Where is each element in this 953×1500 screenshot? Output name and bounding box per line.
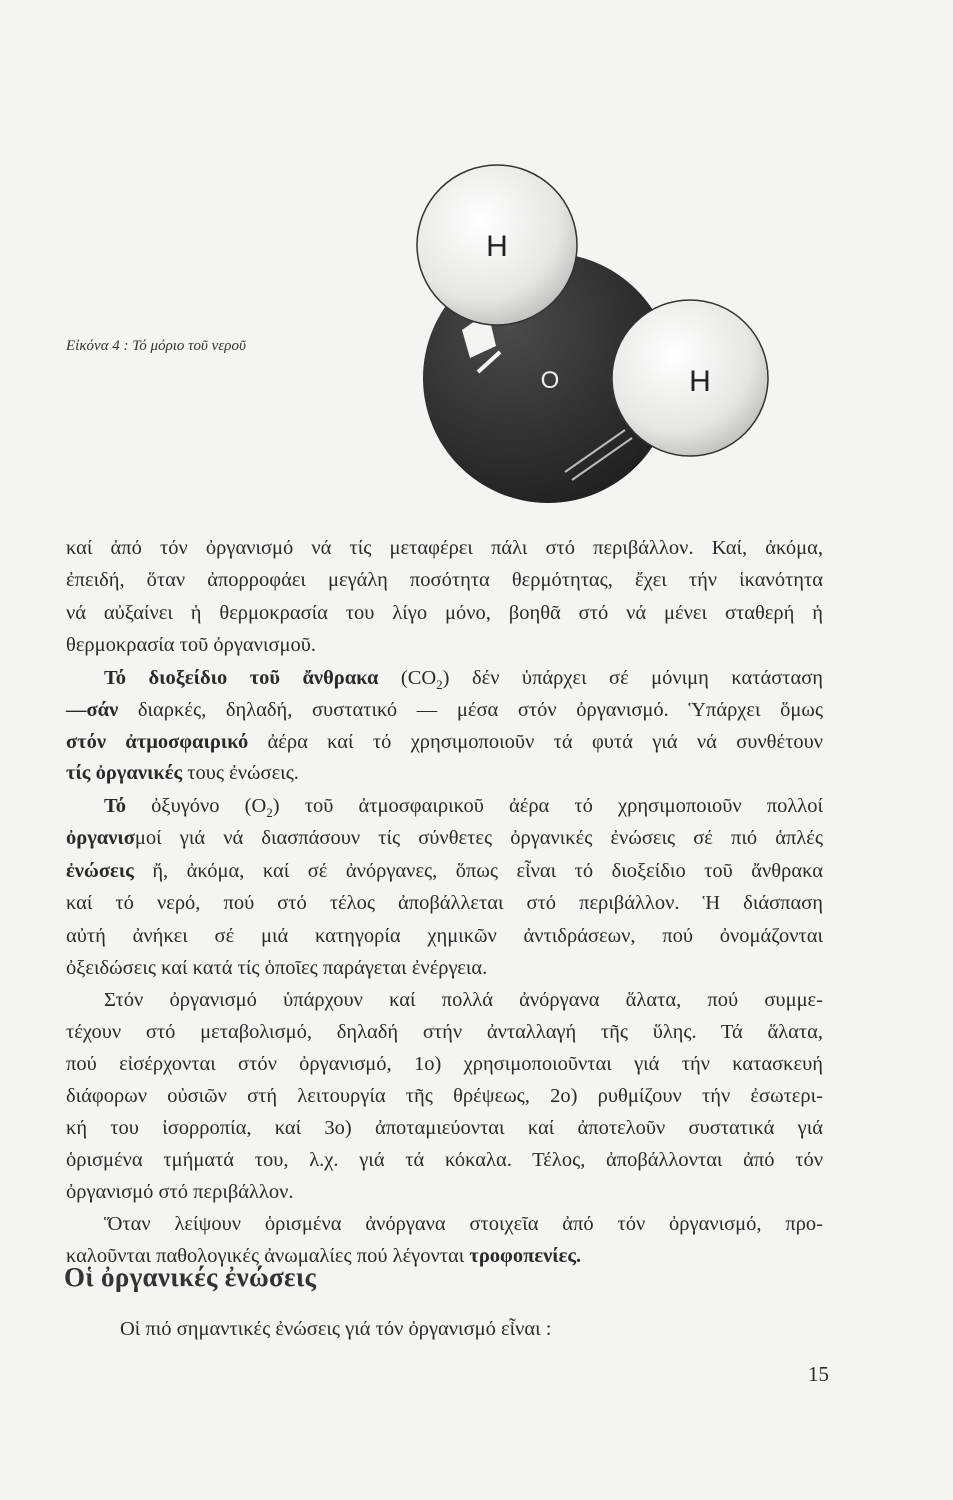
text-segment: διαρκές, δηλαδή, συστατικό — μέσα στόν ὀργανισμό. Ὑπάρχει ὅμως [118, 699, 823, 721]
bold-term: ἐνώσεις [66, 860, 134, 882]
atom-label-o: O [540, 367, 560, 394]
section-intro: Οἱ πιό σημαντικές ἐνώσεις γιά τόν ὀργανισμό εἶναι : [120, 1318, 552, 1340]
atom-label-h-right: H [689, 365, 711, 398]
section-heading: Οἱ ὀργανικές ἐνώσεις [64, 1262, 317, 1292]
text-segment: Ὅταν λείψουν ὁρισμένα ἀνόργανα στοιχεῖα ἀπό τόν ὀργανισμό, προ- [104, 1213, 823, 1235]
text-segment: Στόν ὀργανισμό ὑπάρχουν καί πολλά ἀνόργανα ἅλατα, πού συμμε- [104, 989, 823, 1011]
text-segment: ἤ, ἀκόμα, καί σέ ἀνόργανες, ὅπως εἶναι τό διοξείδιο τοῦ ἄνθρακα [133, 860, 823, 882]
text-line [66, 1115, 823, 1141]
text-line [66, 923, 823, 949]
text-segment: ὀξειδώσεις καί κατά τίς ὁποῖες παράγεται ἐνέργεια. [66, 957, 488, 979]
subscript: 2 [436, 677, 443, 693]
text-segment: ὀξυγόνο (O [126, 795, 267, 817]
figure-caption: Εἰκόνα 4 : Τό μόριο τοῦ νεροῦ [66, 338, 246, 354]
text-line [66, 1179, 823, 1205]
bold-term: ὀργανισ [66, 827, 135, 849]
text-line [66, 729, 823, 755]
text-line [66, 858, 823, 884]
text-segment: ἐπειδή, ὅταν ἀπορροφάει μεγάλη ποσότητα θερμότητας, ἔχει τήν ἱκανότητα [66, 569, 823, 591]
text-segment: ) δέν ὑπάρχει σέ μόνιμη κατάσταση [442, 667, 823, 689]
text-segment: διάφορων οὐσιῶν στή λειτουργία τῆς θρέψεως, 2ο) ρυθμίζουν τήν ἐσωτερι- [66, 1085, 823, 1107]
text-segment: (CO [378, 667, 437, 689]
bold-term: στόν ἀτμοσφαιρικό [66, 731, 249, 753]
text-line [66, 535, 823, 561]
bold-term: τροφοπενίες. [469, 1245, 582, 1267]
text-segment: αὐτή ἀνήκει σέ μιά κατηγορία χημικῶν ἀντιδράσεων, πού ὀνομάζονται [66, 925, 823, 947]
text-line [66, 665, 823, 691]
bold-term: —σάν [66, 699, 119, 721]
text-segment: τέχουν στό μεταβολισμό, δηλαδή στήν ἀνταλλαγή τῆς ὕλης. Τά ἅλατα, [66, 1021, 823, 1043]
text-line [66, 1147, 823, 1173]
text-segment: πού εἰσέρχονται στόν ὀργανισμό, 1ο) χρησιμοποιοῦνται γιά τήν κατασκευή [66, 1053, 823, 1075]
text-segment: καλοῦνται παθολογικές ἀνωμαλίες πού λέγονται [66, 1245, 470, 1267]
text-segment: μοί γιά νά διασπάσουν τίς σύνθετες ὀργανικές ἐνώσεις σέ πιό ἁπλές [134, 827, 823, 849]
bold-term: τίς ὀργανικές [66, 762, 183, 784]
text-segment: θερμοκρασία τοῦ ὀργανισμοῦ. [66, 634, 317, 656]
text-segment: ) τοῦ ἀτμοσφαιρικοῦ ἀέρα τό χρησιμοποιοῦν πολλοί [272, 795, 824, 817]
atom-label-h-top: H [486, 230, 508, 263]
water-molecule-figure [400, 150, 780, 510]
text-line [66, 1211, 823, 1237]
bold-term: Τό [104, 795, 127, 817]
text-segment: κή του ἰσορροπία, καί 3ο) ἀποταμιεύονται καί ἀποτελοῦν συστατικά γιά [66, 1117, 823, 1139]
text-line [66, 825, 823, 851]
text-line [66, 1083, 823, 1109]
text-line [66, 987, 823, 1013]
page-number: 15 [808, 1362, 829, 1386]
text-line [66, 600, 823, 626]
text-segment: ὀργανισμό στό περιβάλλον. [66, 1181, 294, 1203]
text-line [66, 793, 823, 819]
text-line [66, 1019, 823, 1045]
text-segment: καί ἀπό τόν ὀργανισμό νά τίς μεταφέρει πάλι στό περιβάλλον. Καί, ἀκόμα, [66, 537, 823, 559]
text-segment: τους ἐνώσεις. [182, 762, 299, 784]
subscript: 2 [266, 805, 273, 821]
text-segment: καί τό νερό, πού στό τέλος ἀποβάλλεται στό περιβάλλον. Ἡ διάσπαση [66, 892, 823, 914]
text-line [66, 955, 823, 981]
text-segment: νά αὐξαίνει ἡ θερμοκρασία του λίγο μόνο, βοηθᾶ στό νά μένει σταθερή ἡ [66, 602, 823, 624]
text-line [66, 890, 823, 916]
bold-term: Τό διοξείδιο τοῦ ἄνθρακα [104, 667, 379, 689]
text-line [66, 567, 823, 593]
text-line [66, 1051, 823, 1077]
text-segment: ὁρισμένα τμήματά του, λ.χ. γιά τά κόκαλα. Τέλος, ἀποβάλλονται ἀπό τόν [66, 1149, 823, 1171]
text-segment: ἀέρα καί τό χρησιμοποιοῦν τά φυτά γιά νά συνθέτουν [248, 731, 823, 753]
text-line [66, 760, 823, 786]
text-line [66, 632, 823, 658]
text-line [66, 697, 823, 723]
